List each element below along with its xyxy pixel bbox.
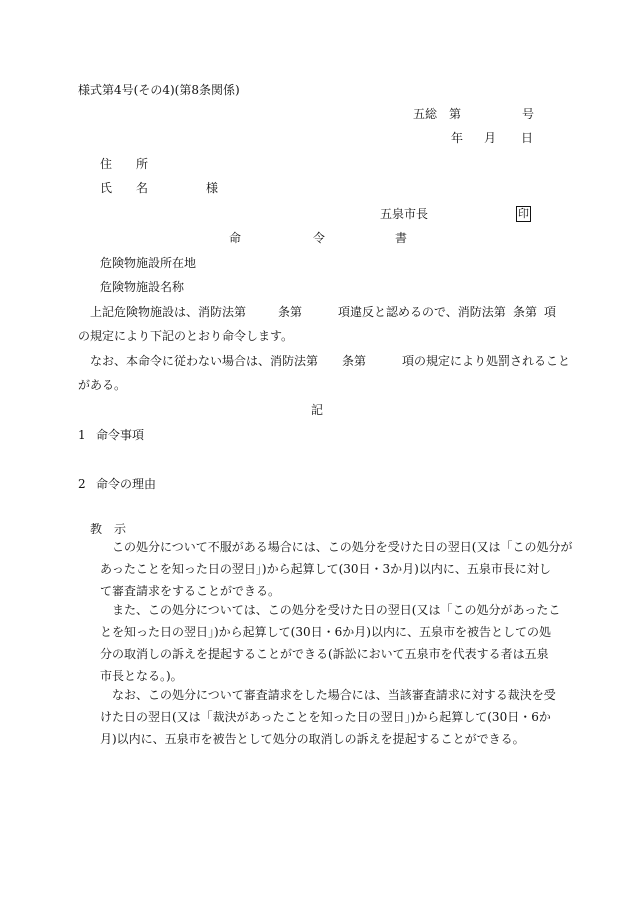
p2-text-b: 条第 [342, 354, 367, 368]
notice-p2-line-2: とを知った日の翌日」)から起算して(30日・6か月)以内に、五泉市を被告としての処 [100, 625, 551, 639]
notice-p3-line-3: 月)以内に、五泉市を被告として処分の取消しの訴えを提起することができる。 [100, 732, 525, 746]
issuer-title: 五泉市長 [380, 207, 429, 221]
item-2-label: 命令の理由 [96, 477, 157, 491]
notice-paragraph-1 [100, 536, 572, 602]
notice-p2-line-4: 市長となる。)。 [100, 669, 183, 683]
p2-line-2: がある。 [78, 378, 127, 392]
seal-mark: 印 [518, 207, 529, 220]
p1-text-e: 項 [544, 305, 557, 319]
p2-text-c: 項の規定により処罰されること [402, 354, 571, 368]
doc-number-prefix: 五総 [413, 107, 438, 121]
form-title: 様式第4号(その4)(第8条関係) [78, 83, 240, 97]
heading-char-3: 書 [395, 231, 408, 245]
item-1-label: 命令事項 [96, 428, 145, 442]
doc-number-go: 号 [522, 107, 535, 121]
name-label: 氏 名 [100, 181, 149, 195]
notice-p2-line-1: また、この処分については、この処分を受けた日の翌日(又は「この処分があったこ [112, 603, 561, 617]
facility-location-label: 危険物施設所在地 [100, 256, 197, 270]
item-2-number: 2 [78, 477, 86, 491]
p1-text-d: 条第 [513, 305, 538, 319]
notice-p1-line-1: この処分について不服がある場合には、この処分を受けた日の翌日(又は「この処分が [112, 540, 573, 554]
p1-text-a: 上記危険物施設は、消防法第 [90, 305, 247, 319]
p1-line-2: の規定により下記のとおり命令します。 [78, 329, 294, 343]
notice-p2-line-3: 分の取消しの訴えを提起することができる(訴訟において五泉市を代表する者は五泉 [100, 647, 549, 661]
facility-name-label: 危険物施設名称 [100, 280, 185, 294]
ki-heading: 記 [311, 403, 324, 417]
heading-char-1: 命 [229, 231, 242, 245]
date-year: 年 [451, 131, 464, 145]
notice-p3-line-1: なお、この処分について審査請求をした場合には、当該審査請求に対する裁決を受 [112, 688, 556, 702]
notice-p1-line-3: て審査請求をすることができる。 [100, 584, 281, 598]
p1-text-b: 条第 [278, 305, 303, 319]
notice-p3-line-2: けた日の翌日(又は「裁決があったことを知った日の翌日」)から起算して(30日・6か [100, 710, 551, 724]
doc-number-dai: 第 [449, 107, 462, 121]
sama-label: 様 [206, 181, 219, 195]
notice-p1-line-2: あったことを知った日の翌日」)から起算して(30日・3か月)以内に、五泉市長に対し [100, 562, 551, 576]
heading-char-2: 令 [313, 231, 326, 245]
p2-text-a: なお、本命令に従わない場合は、消防法第 [90, 354, 319, 368]
notice-paragraph-3 [100, 684, 556, 750]
p1-text-c: 項違反と認めるので、消防法第 [338, 305, 506, 319]
notice-paragraph-2 [100, 599, 560, 687]
address-label: 住 所 [100, 157, 149, 171]
notice-heading: 教 示 [90, 522, 127, 536]
date-day: 日 [521, 131, 534, 145]
item-1-number: 1 [78, 428, 86, 442]
date-month: 月 [484, 131, 497, 145]
